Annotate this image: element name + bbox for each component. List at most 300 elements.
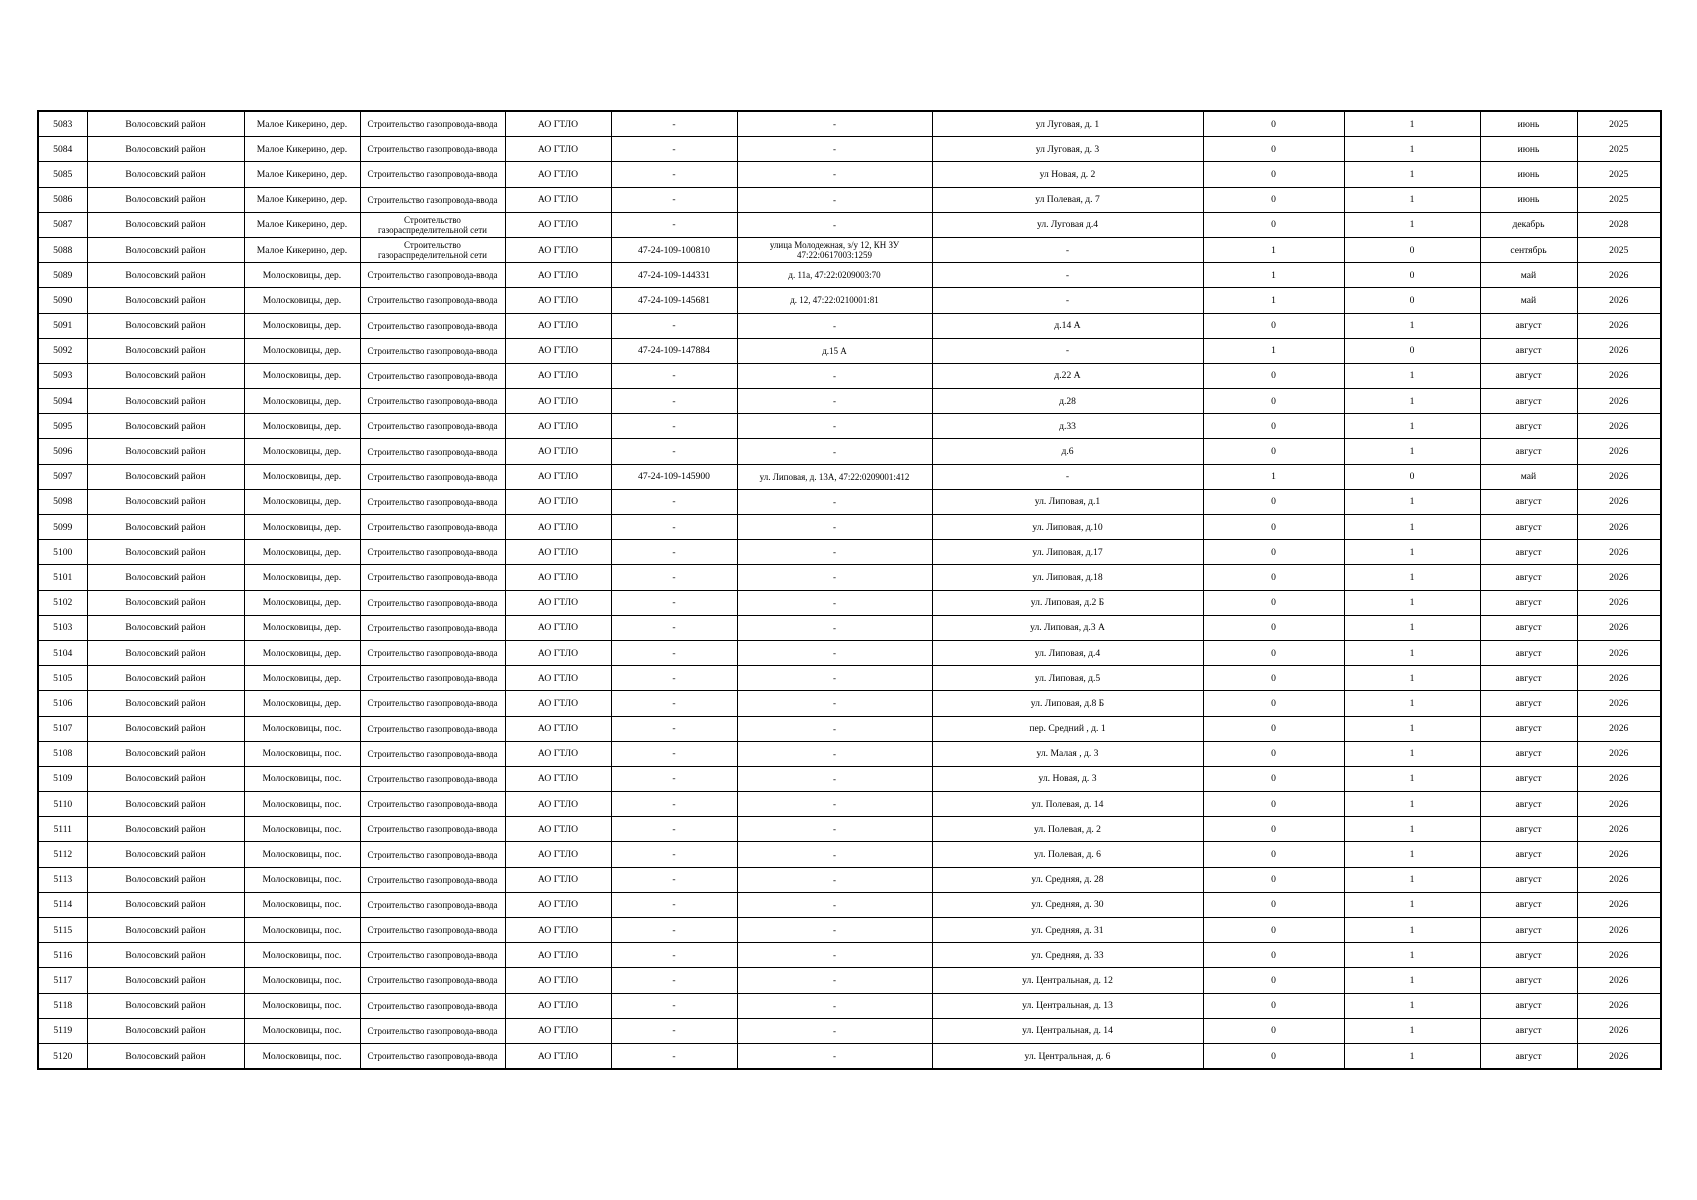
row-number-cell: 5119 <box>38 1018 87 1043</box>
work-type-cell: Строительство газопровода-ввода <box>360 1043 505 1069</box>
month-cell: август <box>1480 515 1577 540</box>
count-a-cell: 0 <box>1203 1043 1344 1069</box>
district-cell: Волосовский район <box>87 565 244 590</box>
address-cell: ул Луговая, д. 3 <box>932 137 1203 162</box>
address-cell: - <box>932 464 1203 489</box>
table-row <box>38 1043 1661 1069</box>
table-body <box>38 111 1661 1069</box>
count-a-cell: 0 <box>1203 489 1344 514</box>
district-cell: Волосовский район <box>87 338 244 363</box>
organization-cell: АО ГТЛО <box>505 489 611 514</box>
row-number-cell: 5105 <box>38 666 87 691</box>
application-number-cell: - <box>611 968 737 993</box>
year-cell: 2026 <box>1577 968 1661 993</box>
application-number-cell: 47-24-109-144331 <box>611 263 737 288</box>
settlement-cell: Молосковицы, дер. <box>244 439 360 464</box>
month-cell: август <box>1480 313 1577 338</box>
count-b-cell: 1 <box>1344 792 1480 817</box>
organization-cell: АО ГТЛО <box>505 766 611 791</box>
cadastral-address-cell: - <box>737 842 932 867</box>
work-type-cell: Строительство газопровода-ввода <box>360 540 505 565</box>
row-number-cell: 5110 <box>38 792 87 817</box>
application-number-cell: - <box>611 1018 737 1043</box>
settlement-cell: Молосковицы, пос. <box>244 842 360 867</box>
year-cell: 2026 <box>1577 313 1661 338</box>
application-number-cell: - <box>611 1043 737 1069</box>
table-row <box>38 540 1661 565</box>
work-type-cell: Строительство газопровода-ввода <box>360 766 505 791</box>
organization-cell: АО ГТЛО <box>505 540 611 565</box>
row-number-cell: 5098 <box>38 489 87 514</box>
settlement-cell: Молосковицы, пос. <box>244 792 360 817</box>
year-cell: 2026 <box>1577 263 1661 288</box>
month-cell: сентябрь <box>1480 237 1577 262</box>
application-number-cell: - <box>611 137 737 162</box>
row-number-cell: 5118 <box>38 993 87 1018</box>
application-number-cell: - <box>611 489 737 514</box>
organization-cell: АО ГТЛО <box>505 263 611 288</box>
row-number-cell: 5114 <box>38 892 87 917</box>
settlement-cell: Молосковицы, дер. <box>244 288 360 313</box>
settlement-cell: Молосковицы, дер. <box>244 363 360 388</box>
cadastral-address-cell: - <box>737 741 932 766</box>
cadastral-address-cell: ул. Липовая, д. 13А, 47:22:0209001:412 <box>737 464 932 489</box>
count-a-cell: 0 <box>1203 741 1344 766</box>
organization-cell: АО ГТЛО <box>505 842 611 867</box>
district-cell: Волосовский район <box>87 263 244 288</box>
work-type-cell: Строительство газопровода-ввода <box>360 389 505 414</box>
count-b-cell: 0 <box>1344 263 1480 288</box>
settlement-cell: Молосковицы, дер. <box>244 590 360 615</box>
district-cell: Волосовский район <box>87 842 244 867</box>
cadastral-address-cell: - <box>737 590 932 615</box>
application-number-cell: - <box>611 439 737 464</box>
address-cell: ул. Малая , д. 3 <box>932 741 1203 766</box>
count-b-cell: 1 <box>1344 111 1480 137</box>
work-type-cell: Строительство газопровода-ввода <box>360 515 505 540</box>
row-number-cell: 5093 <box>38 363 87 388</box>
year-cell: 2026 <box>1577 918 1661 943</box>
document-page <box>37 110 1660 1070</box>
row-number-cell: 5120 <box>38 1043 87 1069</box>
month-cell: август <box>1480 943 1577 968</box>
month-cell: август <box>1480 817 1577 842</box>
month-cell: август <box>1480 1043 1577 1069</box>
organization-cell: АО ГТЛО <box>505 590 611 615</box>
address-cell: ул Полевая, д. 7 <box>932 187 1203 212</box>
count-a-cell: 0 <box>1203 1018 1344 1043</box>
count-a-cell: 0 <box>1203 515 1344 540</box>
row-number-cell: 5101 <box>38 565 87 590</box>
cadastral-address-cell: - <box>737 867 932 892</box>
settlement-cell: Молосковицы, пос. <box>244 716 360 741</box>
count-b-cell: 1 <box>1344 615 1480 640</box>
year-cell: 2026 <box>1577 691 1661 716</box>
application-number-cell: - <box>611 565 737 590</box>
row-number-cell: 5108 <box>38 741 87 766</box>
row-number-cell: 5116 <box>38 943 87 968</box>
organization-cell: АО ГТЛО <box>505 968 611 993</box>
district-cell: Волосовский район <box>87 590 244 615</box>
count-a-cell: 0 <box>1203 389 1344 414</box>
cadastral-address-cell: д. 12, 47:22:0210001:81 <box>737 288 932 313</box>
settlement-cell: Молосковицы, пос. <box>244 867 360 892</box>
organization-cell: АО ГТЛО <box>505 666 611 691</box>
work-type-cell: Строительство газопровода-ввода <box>360 666 505 691</box>
settlement-cell: Молосковицы, дер. <box>244 338 360 363</box>
table-row <box>38 565 1661 590</box>
row-number-cell: 5095 <box>38 414 87 439</box>
month-cell: август <box>1480 590 1577 615</box>
cadastral-address-cell: - <box>737 212 932 237</box>
application-number-cell: - <box>611 187 737 212</box>
year-cell: 2025 <box>1577 187 1661 212</box>
cadastral-address-cell: - <box>737 389 932 414</box>
table-row <box>38 640 1661 665</box>
work-type-cell: Строительство газопровода-ввода <box>360 993 505 1018</box>
year-cell: 2026 <box>1577 389 1661 414</box>
district-cell: Волосовский район <box>87 640 244 665</box>
count-a-cell: 0 <box>1203 640 1344 665</box>
district-cell: Волосовский район <box>87 237 244 262</box>
application-number-cell: - <box>611 716 737 741</box>
work-type-cell: Строительство газопровода-ввода <box>360 313 505 338</box>
district-cell: Волосовский район <box>87 212 244 237</box>
district-cell: Волосовский район <box>87 741 244 766</box>
cadastral-address-cell: - <box>737 414 932 439</box>
address-cell: ул. Средняя, д. 31 <box>932 918 1203 943</box>
count-a-cell: 1 <box>1203 237 1344 262</box>
count-b-cell: 1 <box>1344 640 1480 665</box>
work-type-cell: Строительство газопровода-ввода <box>360 615 505 640</box>
cadastral-address-cell: - <box>737 540 932 565</box>
district-cell: Волосовский район <box>87 489 244 514</box>
count-a-cell: 0 <box>1203 993 1344 1018</box>
district-cell: Волосовский район <box>87 363 244 388</box>
district-cell: Волосовский район <box>87 187 244 212</box>
application-number-cell: - <box>611 414 737 439</box>
year-cell: 2026 <box>1577 892 1661 917</box>
row-number-cell: 5100 <box>38 540 87 565</box>
table-row <box>38 817 1661 842</box>
work-type-cell: Строительство газопровода-ввода <box>360 187 505 212</box>
row-number-cell: 5115 <box>38 918 87 943</box>
table-row <box>38 666 1661 691</box>
month-cell: май <box>1480 263 1577 288</box>
cadastral-address-cell: - <box>737 313 932 338</box>
table-row <box>38 918 1661 943</box>
address-cell: ул. Липовая, д.18 <box>932 565 1203 590</box>
organization-cell: АО ГТЛО <box>505 111 611 137</box>
count-b-cell: 1 <box>1344 389 1480 414</box>
count-a-cell: 0 <box>1203 137 1344 162</box>
cadastral-address-cell: - <box>737 666 932 691</box>
address-cell: ул Луговая, д. 1 <box>932 111 1203 137</box>
count-b-cell: 1 <box>1344 943 1480 968</box>
table-row <box>38 691 1661 716</box>
application-number-cell: - <box>611 540 737 565</box>
address-cell: ул. Центральная, д. 6 <box>932 1043 1203 1069</box>
count-b-cell: 0 <box>1344 237 1480 262</box>
year-cell: 2026 <box>1577 640 1661 665</box>
count-b-cell: 1 <box>1344 590 1480 615</box>
application-number-cell: - <box>611 993 737 1018</box>
organization-cell: АО ГТЛО <box>505 817 611 842</box>
count-a-cell: 0 <box>1203 590 1344 615</box>
count-b-cell: 1 <box>1344 892 1480 917</box>
address-cell: ул. Средняя, д. 33 <box>932 943 1203 968</box>
count-b-cell: 0 <box>1344 464 1480 489</box>
settlement-cell: Молосковицы, дер. <box>244 515 360 540</box>
count-b-cell: 1 <box>1344 187 1480 212</box>
organization-cell: АО ГТЛО <box>505 792 611 817</box>
work-type-cell: Строительство газопровода-ввода <box>360 792 505 817</box>
settlement-cell: Молосковицы, дер. <box>244 313 360 338</box>
work-type-cell: Строительство газораспределительной сети <box>360 237 505 262</box>
count-a-cell: 1 <box>1203 464 1344 489</box>
month-cell: август <box>1480 741 1577 766</box>
address-cell: ул. Липовая, д.8 Б <box>932 691 1203 716</box>
year-cell: 2025 <box>1577 162 1661 187</box>
year-cell: 2026 <box>1577 943 1661 968</box>
row-number-cell: 5104 <box>38 640 87 665</box>
address-cell: ул. Луговая д.4 <box>932 212 1203 237</box>
application-number-cell: - <box>611 615 737 640</box>
year-cell: 2026 <box>1577 414 1661 439</box>
settlement-cell: Молосковицы, пос. <box>244 766 360 791</box>
settlement-cell: Молосковицы, дер. <box>244 691 360 716</box>
month-cell: июнь <box>1480 137 1577 162</box>
organization-cell: АО ГТЛО <box>505 565 611 590</box>
table-row <box>38 111 1661 137</box>
work-type-cell: Строительство газопровода-ввода <box>360 918 505 943</box>
work-type-cell: Строительство газопровода-ввода <box>360 892 505 917</box>
month-cell: август <box>1480 792 1577 817</box>
month-cell: август <box>1480 540 1577 565</box>
year-cell: 2026 <box>1577 867 1661 892</box>
settlement-cell: Молосковицы, пос. <box>244 1043 360 1069</box>
row-number-cell: 5083 <box>38 111 87 137</box>
month-cell: август <box>1480 489 1577 514</box>
count-b-cell: 1 <box>1344 691 1480 716</box>
count-b-cell: 1 <box>1344 212 1480 237</box>
month-cell: май <box>1480 464 1577 489</box>
cadastral-address-cell: - <box>737 363 932 388</box>
address-cell: ул. Новая, д. 3 <box>932 766 1203 791</box>
count-a-cell: 1 <box>1203 263 1344 288</box>
cadastral-address-cell: д.15 А <box>737 338 932 363</box>
organization-cell: АО ГТЛО <box>505 640 611 665</box>
year-cell: 2025 <box>1577 111 1661 137</box>
work-type-cell: Строительство газопровода-ввода <box>360 943 505 968</box>
organization-cell: АО ГТЛО <box>505 716 611 741</box>
application-number-cell: - <box>611 389 737 414</box>
month-cell: август <box>1480 615 1577 640</box>
settlement-cell: Молосковицы, дер. <box>244 464 360 489</box>
month-cell: август <box>1480 968 1577 993</box>
table-row <box>38 615 1661 640</box>
table-row <box>38 162 1661 187</box>
settlement-cell: Молосковицы, дер. <box>244 414 360 439</box>
application-number-cell: - <box>611 515 737 540</box>
organization-cell: АО ГТЛО <box>505 439 611 464</box>
month-cell: декабрь <box>1480 212 1577 237</box>
application-number-cell: - <box>611 691 737 716</box>
cadastral-address-cell: - <box>737 943 932 968</box>
row-number-cell: 5117 <box>38 968 87 993</box>
table-row <box>38 464 1661 489</box>
cadastral-address-cell: - <box>737 187 932 212</box>
table-row <box>38 867 1661 892</box>
settlement-cell: Молосковицы, дер. <box>244 666 360 691</box>
application-number-cell: - <box>611 640 737 665</box>
application-number-cell: - <box>611 313 737 338</box>
organization-cell: АО ГТЛО <box>505 867 611 892</box>
month-cell: август <box>1480 892 1577 917</box>
organization-cell: АО ГТЛО <box>505 943 611 968</box>
work-type-cell: Строительство газопровода-ввода <box>360 414 505 439</box>
row-number-cell: 5106 <box>38 691 87 716</box>
table-row <box>38 414 1661 439</box>
year-cell: 2025 <box>1577 137 1661 162</box>
count-a-cell: 0 <box>1203 363 1344 388</box>
organization-cell: АО ГТЛО <box>505 162 611 187</box>
table-row <box>38 943 1661 968</box>
row-number-cell: 5112 <box>38 842 87 867</box>
application-number-cell: - <box>611 363 737 388</box>
count-a-cell: 0 <box>1203 187 1344 212</box>
count-a-cell: 0 <box>1203 892 1344 917</box>
year-cell: 2026 <box>1577 590 1661 615</box>
work-type-cell: Строительство газопровода-ввода <box>360 363 505 388</box>
settlement-cell: Молосковицы, пос. <box>244 968 360 993</box>
settlement-cell: Молосковицы, дер. <box>244 540 360 565</box>
settlement-cell: Малое Кикерино, дер. <box>244 187 360 212</box>
cadastral-address-cell: - <box>737 439 932 464</box>
table-row <box>38 338 1661 363</box>
count-b-cell: 1 <box>1344 741 1480 766</box>
year-cell: 2026 <box>1577 565 1661 590</box>
month-cell: август <box>1480 640 1577 665</box>
count-a-cell: 0 <box>1203 414 1344 439</box>
district-cell: Волосовский район <box>87 540 244 565</box>
table-row <box>38 237 1661 262</box>
row-number-cell: 5111 <box>38 817 87 842</box>
year-cell: 2026 <box>1577 741 1661 766</box>
count-a-cell: 0 <box>1203 313 1344 338</box>
count-a-cell: 0 <box>1203 615 1344 640</box>
year-cell: 2026 <box>1577 842 1661 867</box>
district-cell: Волосовский район <box>87 439 244 464</box>
address-cell: - <box>932 288 1203 313</box>
cadastral-address-cell: улица Молодежная, з/у 12, КН ЗУ 47:22:0617003:1259 <box>737 237 932 262</box>
work-type-cell: Строительство газопровода-ввода <box>360 640 505 665</box>
year-cell: 2026 <box>1577 615 1661 640</box>
district-cell: Волосовский район <box>87 943 244 968</box>
month-cell: июнь <box>1480 187 1577 212</box>
table-row <box>38 263 1661 288</box>
district-cell: Волосовский район <box>87 716 244 741</box>
count-b-cell: 1 <box>1344 137 1480 162</box>
gasification-table <box>37 110 1662 1070</box>
settlement-cell: Молосковицы, пос. <box>244 741 360 766</box>
row-number-cell: 5089 <box>38 263 87 288</box>
address-cell: ул. Полевая, д. 14 <box>932 792 1203 817</box>
count-b-cell: 1 <box>1344 993 1480 1018</box>
application-number-cell: - <box>611 867 737 892</box>
year-cell: 2026 <box>1577 439 1661 464</box>
organization-cell: АО ГТЛО <box>505 892 611 917</box>
count-a-cell: 0 <box>1203 918 1344 943</box>
row-number-cell: 5099 <box>38 515 87 540</box>
table-row <box>38 288 1661 313</box>
count-b-cell: 1 <box>1344 363 1480 388</box>
organization-cell: АО ГТЛО <box>505 338 611 363</box>
count-b-cell: 1 <box>1344 817 1480 842</box>
count-a-cell: 0 <box>1203 792 1344 817</box>
table-row <box>38 313 1661 338</box>
cadastral-address-cell: - <box>737 766 932 791</box>
application-number-cell: - <box>611 766 737 791</box>
address-cell: ул. Средняя, д. 30 <box>932 892 1203 917</box>
table-row <box>38 842 1661 867</box>
district-cell: Волосовский район <box>87 414 244 439</box>
count-a-cell: 0 <box>1203 162 1344 187</box>
row-number-cell: 5088 <box>38 237 87 262</box>
row-number-cell: 5090 <box>38 288 87 313</box>
application-number-cell: - <box>611 741 737 766</box>
year-cell: 2026 <box>1577 338 1661 363</box>
address-cell: - <box>932 338 1203 363</box>
year-cell: 2026 <box>1577 817 1661 842</box>
table-row <box>38 892 1661 917</box>
address-cell: ул Новая, д. 2 <box>932 162 1203 187</box>
district-cell: Волосовский район <box>87 515 244 540</box>
district-cell: Волосовский район <box>87 666 244 691</box>
month-cell: август <box>1480 389 1577 414</box>
district-cell: Волосовский район <box>87 615 244 640</box>
row-number-cell: 5085 <box>38 162 87 187</box>
count-b-cell: 1 <box>1344 489 1480 514</box>
work-type-cell: Строительство газопровода-ввода <box>360 590 505 615</box>
district-cell: Волосовский район <box>87 389 244 414</box>
month-cell: июнь <box>1480 162 1577 187</box>
year-cell: 2026 <box>1577 540 1661 565</box>
settlement-cell: Молосковицы, дер. <box>244 640 360 665</box>
year-cell: 2026 <box>1577 1043 1661 1069</box>
settlement-cell: Молосковицы, дер. <box>244 389 360 414</box>
application-number-cell: - <box>611 212 737 237</box>
settlement-cell: Молосковицы, пос. <box>244 892 360 917</box>
row-number-cell: 5086 <box>38 187 87 212</box>
district-cell: Волосовский район <box>87 111 244 137</box>
year-cell: 2025 <box>1577 237 1661 262</box>
organization-cell: АО ГТЛО <box>505 237 611 262</box>
month-cell: август <box>1480 867 1577 892</box>
cadastral-address-cell: - <box>737 565 932 590</box>
month-cell: август <box>1480 338 1577 363</box>
count-b-cell: 1 <box>1344 414 1480 439</box>
address-cell: - <box>932 263 1203 288</box>
table-row <box>38 187 1661 212</box>
month-cell: август <box>1480 1018 1577 1043</box>
table-row <box>38 1018 1661 1043</box>
address-cell: ул. Липовая, д.1 <box>932 489 1203 514</box>
organization-cell: АО ГТЛО <box>505 1043 611 1069</box>
address-cell: д.22 А <box>932 363 1203 388</box>
count-a-cell: 0 <box>1203 766 1344 791</box>
year-cell: 2026 <box>1577 666 1661 691</box>
